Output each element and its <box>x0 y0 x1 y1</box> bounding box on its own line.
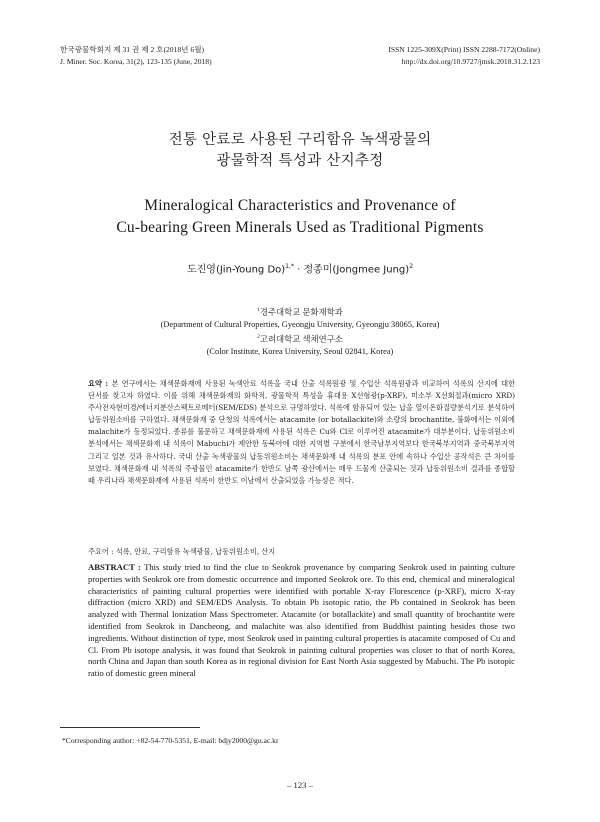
keywords-text: 석록, 안료, 구리함유 녹색광물, 납동위원소비, 산지 <box>115 547 276 556</box>
author-list <box>0 260 600 277</box>
keywords-label: 주요어 : <box>88 547 116 556</box>
corresponding-author-footnote: *Corresponding author: +82-54-770-5351, E-mail: bdjy2000@gu.ac.kr <box>62 736 279 745</box>
affiliation-1-marker: 1 <box>257 307 260 313</box>
korean-title-line-1: 전통 안료로 사용된 구리함유 녹색광물의 <box>168 132 432 148</box>
korean-abstract-text: 본 연구에서는 채색문화재에 사용된 녹색안료 석록을 국내 산출 석록원광 및 수입산 석록원광과 비교하여 석록의 산지에 대한 단서를 찾고자 하였다. 이를 위해 채색문화재의 화학적, 광물학적 특성을 휴대용 X선형광(p-XRF), 미소부 X선회절과(micro XRD) 주사전자현미경/에너지분산스펙트로메터(SEM/EDS) 분석으로 규명하였다. 석록에 함유되어 있는 납을 열이온화질량분석기로 분석하여 납동위원소비를 구하였다. 채색문화재 중 단청의 석록에서는 atacamite (or botallackite)와 소량의 brochantite, 불화에서는 이외에 malachite가 동정되었다. 종류를 불문하고 채색문화재에 사용된 석록은 Cu와 Cl로 이루어진 atacamite가 대부분이다. 납동위원소비 분석에서는 채색문화재 내 석록이 Mabuchi가 제안한 동북아에 대한 지역별 구분에서 한국남부지역보다 한국북부지역과 중국북부지역 그리고 일본 것과 유사하다. 국내 산출 녹색광물의 납동위원소비는 채색문화재 내 석록의 분포 안에 속하나 수입산 공작석은 큰 차이를 보였다. 채색문화재 내 석록의 주광물인 atacamite가 한반도 남쪽 광산에서는 매우 드물게 산출되는 것과 납동위원소비 결과를 종합할 때 우리나라 채색문화재에 사용된 석록이 한반도 이남에서 산출되었을 가능성은 적다. <box>88 379 516 485</box>
author-1-marker: 1,* <box>285 263 294 270</box>
issn-line: ISSN 1225-309X(Print) ISSN 2288-7172(Online) <box>388 45 540 54</box>
affiliation-2-marker: 2 <box>257 334 260 341</box>
korean-title <box>0 130 600 172</box>
affiliations <box>0 304 600 358</box>
korean-title-line-2: 광물학적 특성과 산지추정 <box>216 153 384 169</box>
english-abstract-label: ABSTRACT : <box>88 562 145 572</box>
journal-name-korean: 한국광물학회지 제 31 권 제 2 호(2018년 6월) <box>60 45 205 54</box>
affiliation-2-english: (Color Institute, Korea University, Seoul 02841, Korea) <box>206 347 394 357</box>
korean-abstract-label: 요약 : <box>88 379 112 388</box>
footnote-divider <box>60 727 200 728</box>
author-2-marker: 2 <box>409 263 414 270</box>
korean-abstract <box>88 378 515 487</box>
english-abstract-text: This study tried to find the clue to Seokrok provenance by comparing Seokrok used in painting culture properties with Seokrok ore from domestic occurrence and imported Seokrok ore. To this end, chemical and mineralogical characteristics of painting cultural properties were identified with portable X-ray Florescence (p-XRF), micro X-ray diffraction (micro XRD) and SEM/EDS Analysis. To obtain Pb isotopic ratio, the Pb contained in Seokrok has been analyzed with Thermal Ionization Mass Spectrometer. Atacamite (or botallackite) and small quantity of brochantite were identified from Seokrok in Dancheong, and malachite was also identified from Buddhist painting besides those two ingredients. Without distinction of type, most Seokrok used in painting cultural properties is atacamite composed of Cu and Cl. From Pb isotope analysis, it was found that Seokrok in painting cultural properties was closer to that of north Korea, north China and Japan than south Korea as in regional division for East North Asia suggested by Mabuchi. The Pb isotopic ratio of domestic green mineral <box>88 562 515 679</box>
affiliation-2-korean: 고려대학교 색채연구소 <box>259 335 343 344</box>
affiliation-1-english: (Department of Cultural Properties, Gyeongju University, Gyeongju 38065, Korea) <box>160 320 440 329</box>
page-number: – 123 – <box>287 780 313 790</box>
author-separator: · <box>293 264 304 276</box>
journal-name-english: J. Miner. Soc. Korea, 31(2), 123-135 (June, 2018) <box>60 57 212 66</box>
english-title-line-1: Mineralogical Characteristics and Provenance of <box>144 197 456 214</box>
doi-link[interactable]: http://dx.doi.org/10.9727/jmsk.2018.31.2.123 <box>401 57 540 66</box>
english-title <box>0 195 600 239</box>
english-title-line-2: Cu-bearing Green Minerals Used as Traditional Pigments <box>116 219 484 236</box>
author-2: 정종미(Jongmee Jung) <box>303 264 410 276</box>
english-abstract <box>88 562 515 680</box>
running-header <box>60 44 540 68</box>
author-1: 도진영(Jin-Young Do) <box>186 264 286 276</box>
korean-keywords <box>88 546 515 558</box>
affiliation-1-korean: 경주대학교 문화재학과 <box>259 307 343 317</box>
